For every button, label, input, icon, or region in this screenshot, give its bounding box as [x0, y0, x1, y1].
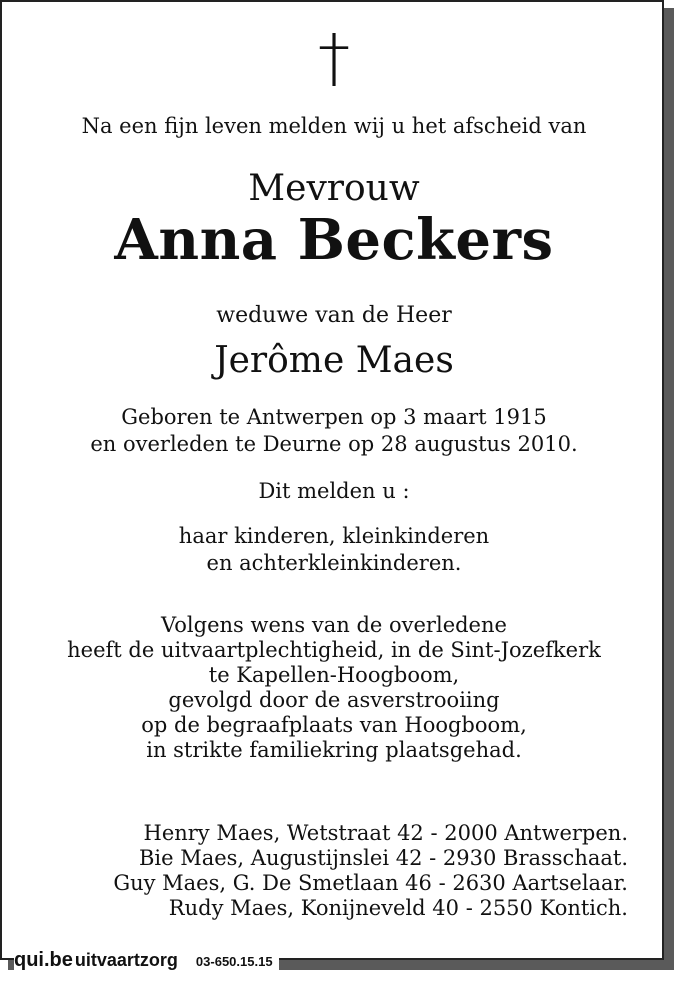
- intro-text: Na een fijn leven melden wij u het afscheid van: [81, 114, 587, 138]
- deceased-name: Anna Beckers: [114, 207, 554, 273]
- brand-logo: qui.be: [14, 949, 73, 971]
- footer: [14, 949, 279, 975]
- death-line: en overleden te Deurne op 28 augustus 2010.: [90, 432, 578, 456]
- ceremony-line: Volgens wens van de overledene: [161, 613, 507, 637]
- family-line: haar kinderen, kleinkinderen: [178, 524, 490, 548]
- ceremony-line: op de begraafplaats van Hoogboom,: [141, 713, 527, 737]
- ceremony-line: in strikte familiekring plaatsgehad.: [146, 738, 522, 762]
- dates-block: [2, 404, 666, 458]
- ceremony-block: [2, 613, 666, 763]
- honorific-title: Mevrouw: [248, 168, 420, 209]
- ceremony-line: gevolgd door de asverstrooiing: [168, 688, 500, 712]
- contact-line: Henry Maes, Wetstraat 42 - 2000 Antwerpen.: [143, 821, 628, 845]
- family-block: [2, 523, 666, 577]
- husband-name: Jerôme Maes: [214, 340, 454, 381]
- contacts-block: [8, 821, 628, 921]
- contact-line: Guy Maes, G. De Smetlaan 46 - 2630 Aartselaar.: [113, 871, 628, 895]
- announce-line: Dit melden u :: [258, 479, 410, 503]
- widow-line: weduwe van de Heer: [216, 303, 452, 328]
- phone-number: 03-650.15.15: [195, 954, 273, 969]
- cross-icon: †: [318, 22, 350, 96]
- contact-line: Rudy Maes, Konijneveld 40 - 2550 Kontich.: [168, 896, 628, 920]
- ceremony-line: heeft de uitvaartplechtigheid, in de Sint-Jozefkerk: [67, 638, 601, 662]
- brand-subtitle: uitvaartzorg: [74, 950, 178, 970]
- contact-line: Bie Maes, Augustijnslei 42 - 2930 Brasschaat.: [138, 846, 628, 870]
- birth-line: Geboren te Antwerpen op 3 maart 1915: [121, 405, 547, 429]
- family-line: en achterkleinkinderen.: [206, 551, 462, 575]
- ceremony-line: te Kapellen-Hoogboom,: [208, 663, 460, 687]
